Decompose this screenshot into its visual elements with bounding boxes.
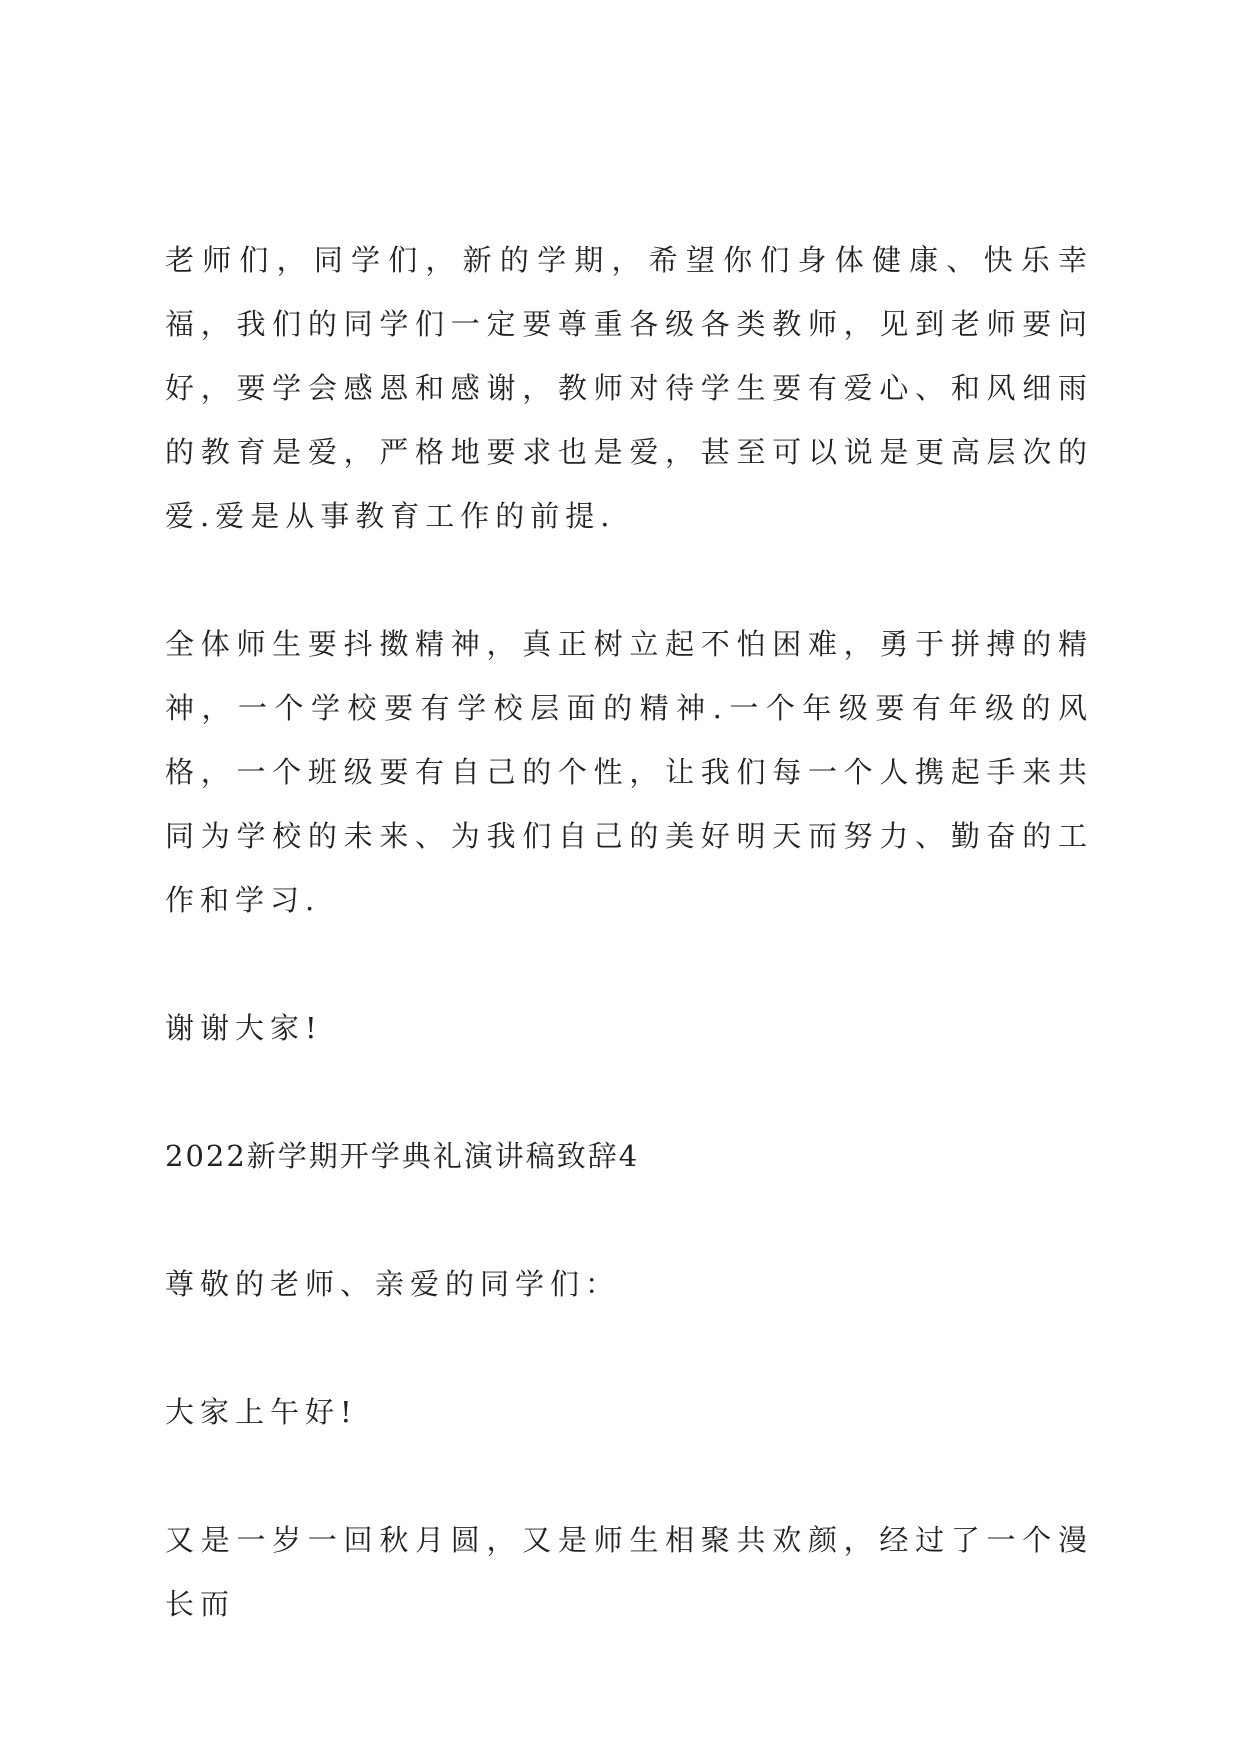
paragraph-respect-teachers: 老师们，同学们，新的学期，希望你们身体健康、快乐幸福，我们的同学们一定要尊重各级各类教师，见到老师要问好，要学会感恩和感谢，教师对待学生要有爱心、和风细雨的教育是爱，严格地要求也是爱，甚至可以说是更高层次的爱.爱是从事教育工作的前提. <box>165 243 1093 533</box>
paragraph-spirit: 全体师生要抖擞精神，真正树立起不怕困难，勇于拼搏的精神，一个学校要有学校层面的精神.一个年级要有年级的风格，一个班级要有自己的个性，让我们每一个人携起手来共同为学校的未来、为我们自己的美好明天而努力、勤奋的工作和学习. <box>165 627 1093 917</box>
section-title: 2022新学期开学典礼演讲稿致辞4 <box>165 1139 640 1173</box>
paragraph-opening: 又是一岁一回秋月圆，又是师生相聚共欢颜，经过了一个漫长而 <box>165 1523 1093 1621</box>
document-body <box>165 228 1093 1700</box>
paragraph-thanks: 谢谢大家! <box>165 1011 323 1045</box>
greeting: 大家上午好! <box>165 1395 358 1429</box>
salutation: 尊敬的老师、亲爱的同学们： <box>165 1267 621 1301</box>
